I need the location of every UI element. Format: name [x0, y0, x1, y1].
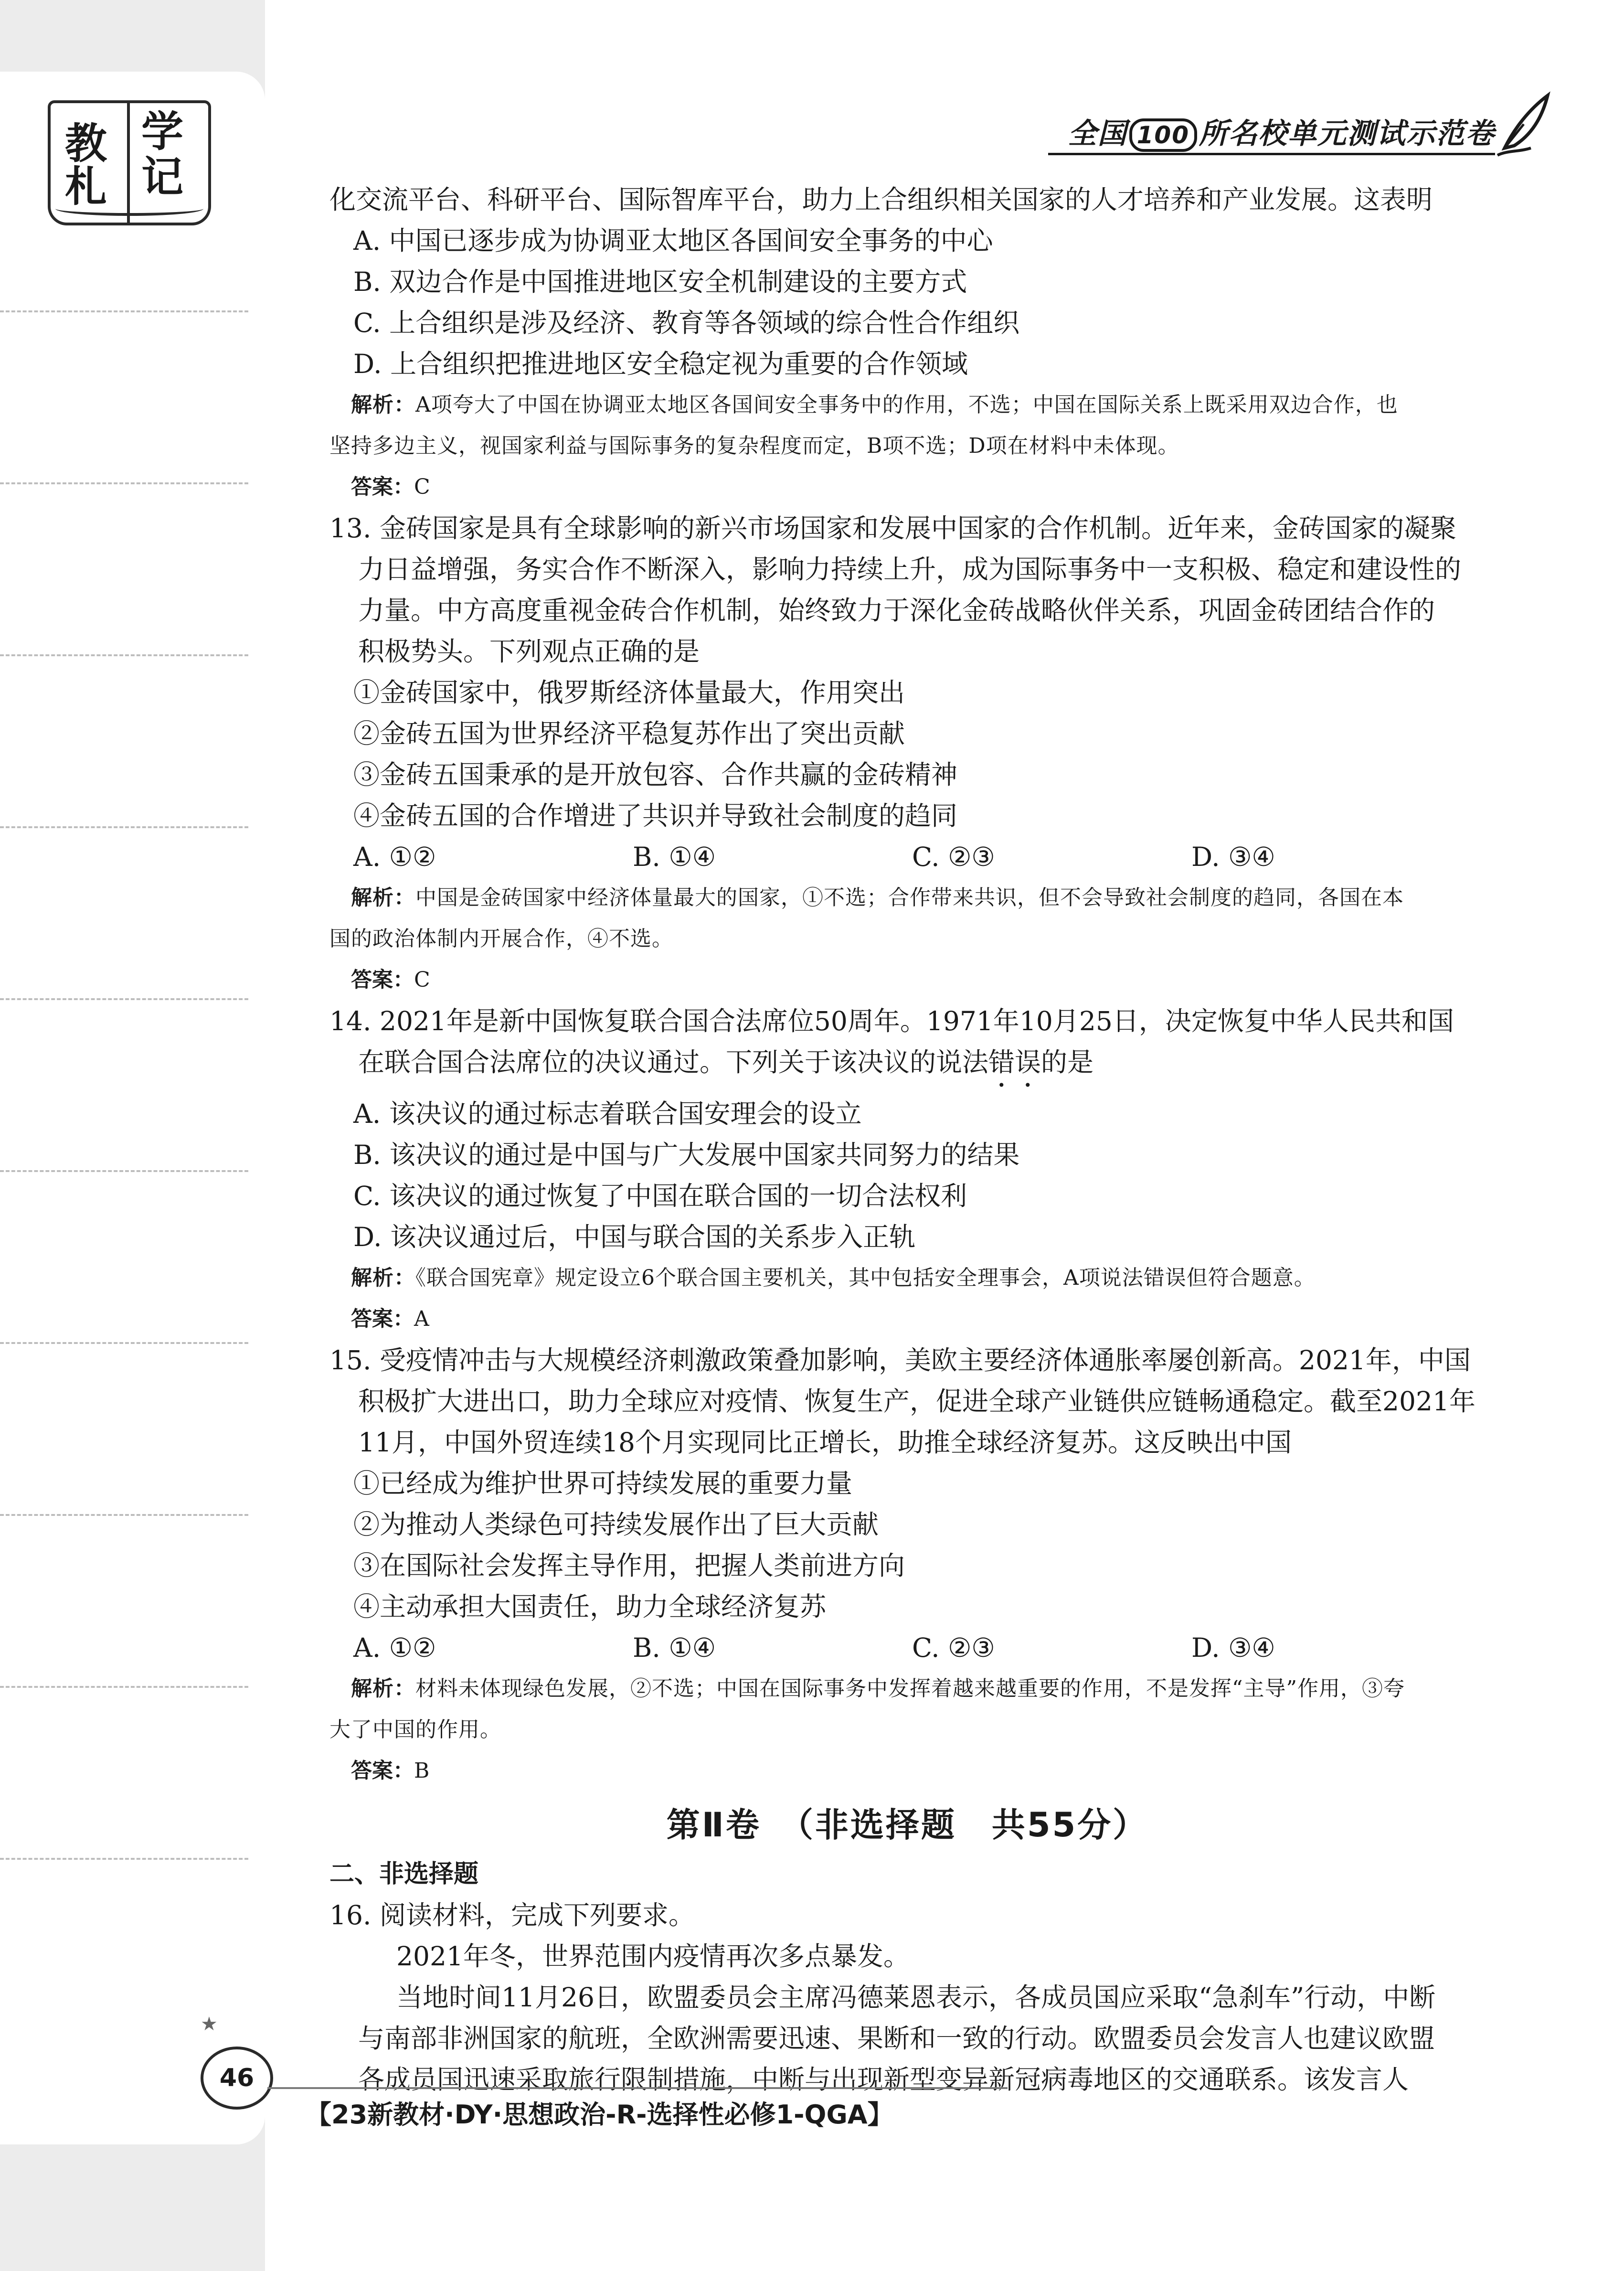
note-line — [0, 998, 248, 1000]
choice-a: A. ①② — [353, 842, 436, 872]
answer — [329, 1750, 1485, 1791]
question-13 — [329, 508, 1485, 1001]
option-a: A. 该决议的通过标志着联合国安理会的设立 — [353, 1098, 862, 1129]
statement: ④主动承担大国责任，助力全球经济复苏 — [353, 1591, 827, 1622]
note-line — [0, 1514, 248, 1516]
choice-c: C. ②③ — [912, 842, 995, 872]
analysis-text: A项夸大了中国在协调亚太地区各国间安全事务中的作用，不选；中国在国际关系上既采用双边合作，也 — [415, 393, 1398, 417]
header-rule — [1048, 153, 1495, 155]
notes-sheet — [0, 72, 265, 2144]
note-line — [0, 826, 248, 828]
part-title: 第Ⅱ卷 （非选择题 共55分） — [666, 1805, 1148, 1845]
series-title — [1068, 111, 1495, 152]
question-stem: 15. 受疫情冲击与大规模经济刺激政策叠加影响，美欧主要经济体通胀率屡创新高。2021年，中国 — [329, 1345, 1471, 1375]
question-14 — [329, 1001, 1485, 1340]
analysis — [329, 1258, 1485, 1299]
book-pages — [55, 202, 203, 216]
question-stem: 16. 阅读材料，完成下列要求。 — [329, 1900, 695, 1930]
answer-value: B — [414, 1759, 430, 1783]
question-15 — [329, 1340, 1485, 1791]
note-line — [0, 310, 248, 312]
series-title-pre: 全国 — [1068, 117, 1127, 150]
answer-value: A — [414, 1307, 429, 1331]
analysis-text: 中国是金砖国家中经济体量最大的国家，①不选；合作带来共识，但不会导致社会制度的趋同，各国在本 — [415, 885, 1404, 910]
question-stem-part: 的是 — [1041, 1047, 1094, 1077]
choice-b: B. ①④ — [633, 1632, 716, 1663]
answer-label: 答案： — [351, 1307, 414, 1331]
note-line — [0, 1170, 248, 1172]
analysis-text: 坚持多边主义，视国家利益与国际事务的复杂程度而定，B项不选；D项在材料中未体现。 — [329, 434, 1179, 458]
statement: ④金砖五国的合作增进了共识并导致社会制度的趋同 — [353, 800, 958, 831]
series-title-post: 所名校单元测试示范卷 — [1199, 117, 1495, 150]
choice-d: D. ③④ — [1191, 1632, 1275, 1663]
answer-label: 答案： — [351, 968, 414, 992]
option-b: B. 双边合作是中国推进地区安全机制建设的主要方式 — [353, 267, 967, 297]
statement: ③金砖五国秉承的是开放包容、合作共赢的金砖精神 — [353, 759, 958, 790]
question-stem: 力日益增强，务实合作不断深入，影响力持续上升，成为国际事务中一支积极、稳定和建设性的 — [358, 554, 1462, 585]
analysis-label: 解析： — [351, 1676, 415, 1701]
question-stem: 化交流平台、科研平台、国际智库平台，助力上合组织相关国家的人才培养和产业发展。这表明 — [329, 184, 1433, 215]
choice-c: C. ②③ — [912, 1632, 995, 1663]
star-icon: ★ — [201, 2013, 218, 2035]
option-c: C. 该决议的通过恢复了中国在联合国的一切合法权利 — [353, 1181, 967, 1211]
question-16 — [329, 1895, 1485, 2100]
statement: ③在国际社会发挥主导作用，把握人类前进方向 — [353, 1550, 905, 1581]
question-stem: 11月，中国外贸连续18个月实现同比正增长，助推全球经济复苏。这反映出中国 — [358, 1427, 1292, 1458]
question-stem: 积极势头。下列观点正确的是 — [358, 636, 700, 667]
analysis-label: 解析： — [351, 885, 415, 910]
note-line — [0, 654, 248, 656]
answer — [329, 467, 1485, 508]
question-stem-part: 在联合国合法席位的决议通过。下列关于该决议的说法 — [358, 1047, 989, 1077]
option-d: D. 上合组织把推进地区安全稳定视为重要的合作领域 — [353, 349, 968, 379]
question-stem: 14. 2021年是新中国恢复联合国合法席位50周年。1971年10月25日，决定恢复中华人民共和国 — [329, 1006, 1454, 1036]
analysis-text: 材料未体现绿色发展，②不选；中国在国际事务中发挥着越来越重要的作用，不是发挥“主导”作用，③夸 — [415, 1676, 1405, 1701]
statement: ②为推动人类绿色可持续发展作出了巨大贡献 — [353, 1509, 879, 1540]
note-line — [0, 482, 248, 484]
footer-rule — [267, 2087, 1008, 2089]
answer-value: C — [414, 968, 430, 992]
notes-margin — [0, 0, 265, 2271]
section-heading: 二、非选择题 — [329, 1860, 479, 1888]
answer-choices — [329, 836, 1485, 877]
badge-char: 学 — [141, 107, 184, 156]
analysis-label: 解析： — [351, 1266, 415, 1290]
question-stem: 积极扩大进出口，助力全球应对疫情、恢复生产，促进全球产业链供应链畅通稳定。截至2021年 — [358, 1386, 1475, 1417]
option-b: B. 该决议的通过是中国与广大发展中国家共同努力的结果 — [353, 1140, 1020, 1170]
page-number: 46 — [201, 2047, 273, 2110]
badge-char: 札 — [65, 161, 107, 211]
option-d: D. 该决议通过后，中国与联合国的关系步入正轨 — [353, 1222, 916, 1252]
analysis — [329, 877, 1485, 918]
note-line — [0, 1858, 248, 1860]
answer — [329, 960, 1485, 1001]
answer-value: C — [414, 475, 430, 499]
statement: ②金砖五国为世界经济平稳复苏作出了突出贡献 — [353, 718, 905, 749]
question-stem — [329, 1042, 1485, 1093]
question-12 — [329, 179, 1485, 508]
notes-book-badge — [48, 100, 211, 225]
note-line — [0, 1342, 248, 1344]
note-line — [0, 1686, 248, 1688]
material-line: 与南部非洲国家的航班，全欧洲需要迅速、果断和一致的行动。欧盟委员会发言人也建议欧盟 — [358, 2023, 1435, 2054]
material-paragraph: 2021年冬，世界范围内疫情再次多点暴发。 — [396, 1941, 910, 1972]
answer — [329, 1299, 1485, 1340]
analysis-label: 解析： — [351, 393, 415, 417]
choice-a: A. ①② — [353, 1632, 436, 1663]
analysis-text: 《联合国宪章》规定设立6个联合国主要机关，其中包括安全理事会，A项说法错误但符合题意。 — [415, 1266, 1316, 1290]
book-code: 【23新教材·DY·思想政治-R-选择性必修1-QGA】 — [306, 2100, 893, 2130]
answer-choices — [329, 1627, 1485, 1668]
option-a: A. 中国已逐步成为协调亚太地区各国间安全事务的中心 — [353, 225, 993, 256]
answer-label: 答案： — [351, 1759, 414, 1783]
emphasized-word: 错误 — [988, 1047, 1041, 1077]
analysis — [329, 1668, 1485, 1709]
material-paragraph: 当地时间11月26日，欧盟委员会主席冯德莱恩表示，各成员国应采取“急刹车”行动，中断 — [396, 1982, 1436, 2013]
exam-content — [329, 179, 1485, 2100]
option-c: C. 上合组织是涉及经济、教育等各领域的综合性合作组织 — [353, 308, 1020, 338]
analysis-text: 国的政治体制内开展合作，④不选。 — [329, 927, 673, 951]
statement: ①已经成为维护世界可持续发展的重要力量 — [353, 1468, 853, 1499]
question-stem: 力量。中方高度重视金砖合作机制，始终致力于深化金砖战略伙伴关系，巩固金砖团结合作的 — [358, 595, 1435, 626]
choice-d: D. ③④ — [1191, 842, 1275, 872]
statement: ①金砖国家中，俄罗斯经济体量最大，作用突出 — [353, 677, 905, 708]
quill-icon — [1495, 91, 1552, 158]
material-line: 各成员国迅速采取旅行限制措施，中断与出现新型变异新冠病毒地区的交通联系。该发言人 — [358, 2064, 1409, 2095]
question-stem: 13. 金砖国家是具有全球影响的新兴市场国家和发展中国家的合作机制。近年来，金砖国家的凝聚 — [329, 513, 1456, 544]
series-title-number: 100 — [1129, 118, 1197, 152]
badge-char: 记 — [141, 152, 184, 202]
analysis-text: 大了中国的作用。 — [329, 1717, 501, 1742]
analysis — [329, 384, 1485, 426]
choice-b: B. ①④ — [633, 842, 716, 872]
badge-char: 教 — [65, 118, 107, 168]
answer-label: 答案： — [351, 475, 414, 499]
